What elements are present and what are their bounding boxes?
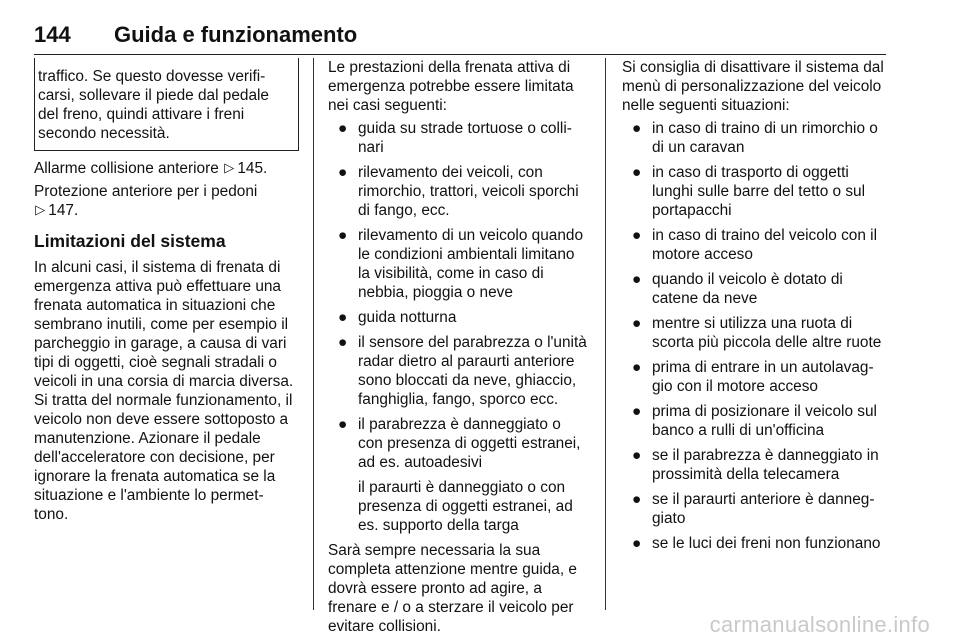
list-item: ● prima di posizionare il veicolo sul banco a rulli di un'officina [632,403,877,439]
bullet-icon: ● [632,315,642,332]
list-item: ● il sensore del parabrezza o l'unità radar dietro al paraurti anteriore sono bloccati da neve, ghiaccio, fanghiglia, fango, sporco ecc. [338,334,587,408]
list-item: ● prima di entrare in un autolavag- gio con il motore acceso [632,359,874,395]
ref-text: Allarme collisione anteriore [34,160,219,177]
intro-paragraph: Si consiglia di disattivare il sistema dal menù di personalizzazione del veicolo nelle seguenti situazioni: [622,59,884,114]
bullet-icon: ● [632,535,642,552]
bullet-icon: ● [632,403,642,420]
bullet-icon: ● [632,271,642,288]
ref-page: 145. [237,160,268,177]
limitations-list [328,119,588,472]
bullet-icon: ● [632,491,642,508]
bullet-icon: ● [338,309,348,326]
bullet-icon: ● [338,227,348,244]
list-item: ● in caso di trasporto di oggetti lunghi sulle barre del tetto o sul portapacchi [632,164,866,219]
column-middle [328,58,588,636]
bullet-icon: ● [338,334,348,351]
page-header [34,22,886,56]
list-item: ● mentre si utilizza una ruota di scorta più piccola delle altre ruote [632,315,882,351]
list-item: ● se il parabrezza è danneggiato in prossimità della telecamera [632,447,879,483]
bullet-icon: ● [632,227,642,244]
cross-reference-pedestrian [31,182,299,220]
bullet-icon: ● [632,120,642,137]
body-paragraph: In alcuni casi, il sistema di frenata di emergenza attiva può effettuare una frenata automatica in situazioni che sembrano inutili, come per esempio il parcheggio in garage, a causa di vari tipi di oggetti, cioè segnali stradali o veicoli in una corsia di marcia diversa. Si tratta del normale funzionamento, il veicolo non deve essere sottoposto a manutenzione. Azionare il pedale dell'acceleratore con decisione, per ignorare la frenata automatica se la situazione e l'ambiente lo permet- tono. [34,259,294,523]
bullet-icon: ● [338,164,348,181]
bullet-icon: ● [632,359,642,376]
closing-paragraph: Sarà sempre necessaria la sua completa attenzione mentre guida, e dovrà essere pronto ad agire, a frenare e / o a sterzare il veicolo per evitare collisioni. [328,542,577,635]
page-reference-icon: ▽ [220,163,236,174]
page-reference-icon: ▽ [31,205,47,216]
column-divider-1 [313,58,314,610]
column-left [31,58,299,524]
watermark: carmanualsonline.info [709,612,930,637]
list-item: ● in caso di traino di un rimorchio o di un caravan [632,120,878,156]
ref-text: Protezione anteriore per i pedoni [34,183,258,200]
list-item: ● in caso di traino del veicolo con il motore acceso [632,227,877,263]
notice-box: traffico. Se questo dovesse verifi- carsi, sollevare il piede dal pedale del freno, quindi attivare i freni secondo necessità. [34,58,299,151]
deactivation-list [622,119,888,553]
bullet-icon: ● [632,447,642,464]
sub-paragraph: il paraurti è danneggiato o con presenza di oggetti estranei, ad es. supporto della targa [358,479,573,534]
cross-reference-collision [34,159,299,178]
column-right [622,58,888,559]
ref-page: 147. [48,202,79,219]
list-item: ● rilevamento di un veicolo quando le condizioni ambientali limitano la visibilità, come in caso di nebbia, pioggia o neve [338,227,584,301]
list-item: ● se le luci dei freni non funzionano [632,535,881,552]
bullet-icon: ● [338,416,348,433]
section-heading: Limitazioni del sistema [34,231,226,251]
list-item: ● rilevamento dei veicoli, con rimorchio, trattori, veicoli sporchi di fango, ecc. [338,164,579,219]
list-item: ● se il paraurti anteriore è danneg- giato [632,491,875,527]
intro-paragraph: Le prestazioni della frenata attiva di emergenza potrebbe essere limitata nei casi seguenti: [328,59,574,114]
bullet-icon: ● [338,120,348,137]
list-item: ● quando il veicolo è dotato di catene da neve [632,271,843,307]
list-item: ● guida su strade tortuose o colli- nari [338,120,572,156]
list-item: ● guida notturna [338,309,457,326]
page-title: Guida e funzionamento [114,22,358,47]
header-divider [34,54,886,55]
bullet-icon: ● [632,164,642,181]
list-item: ● il parabrezza è danneggiato o con presenza di oggetti estranei, ad es. autoadesivi [338,416,581,471]
page-number: 144 [34,22,71,47]
column-divider-2 [605,58,606,610]
